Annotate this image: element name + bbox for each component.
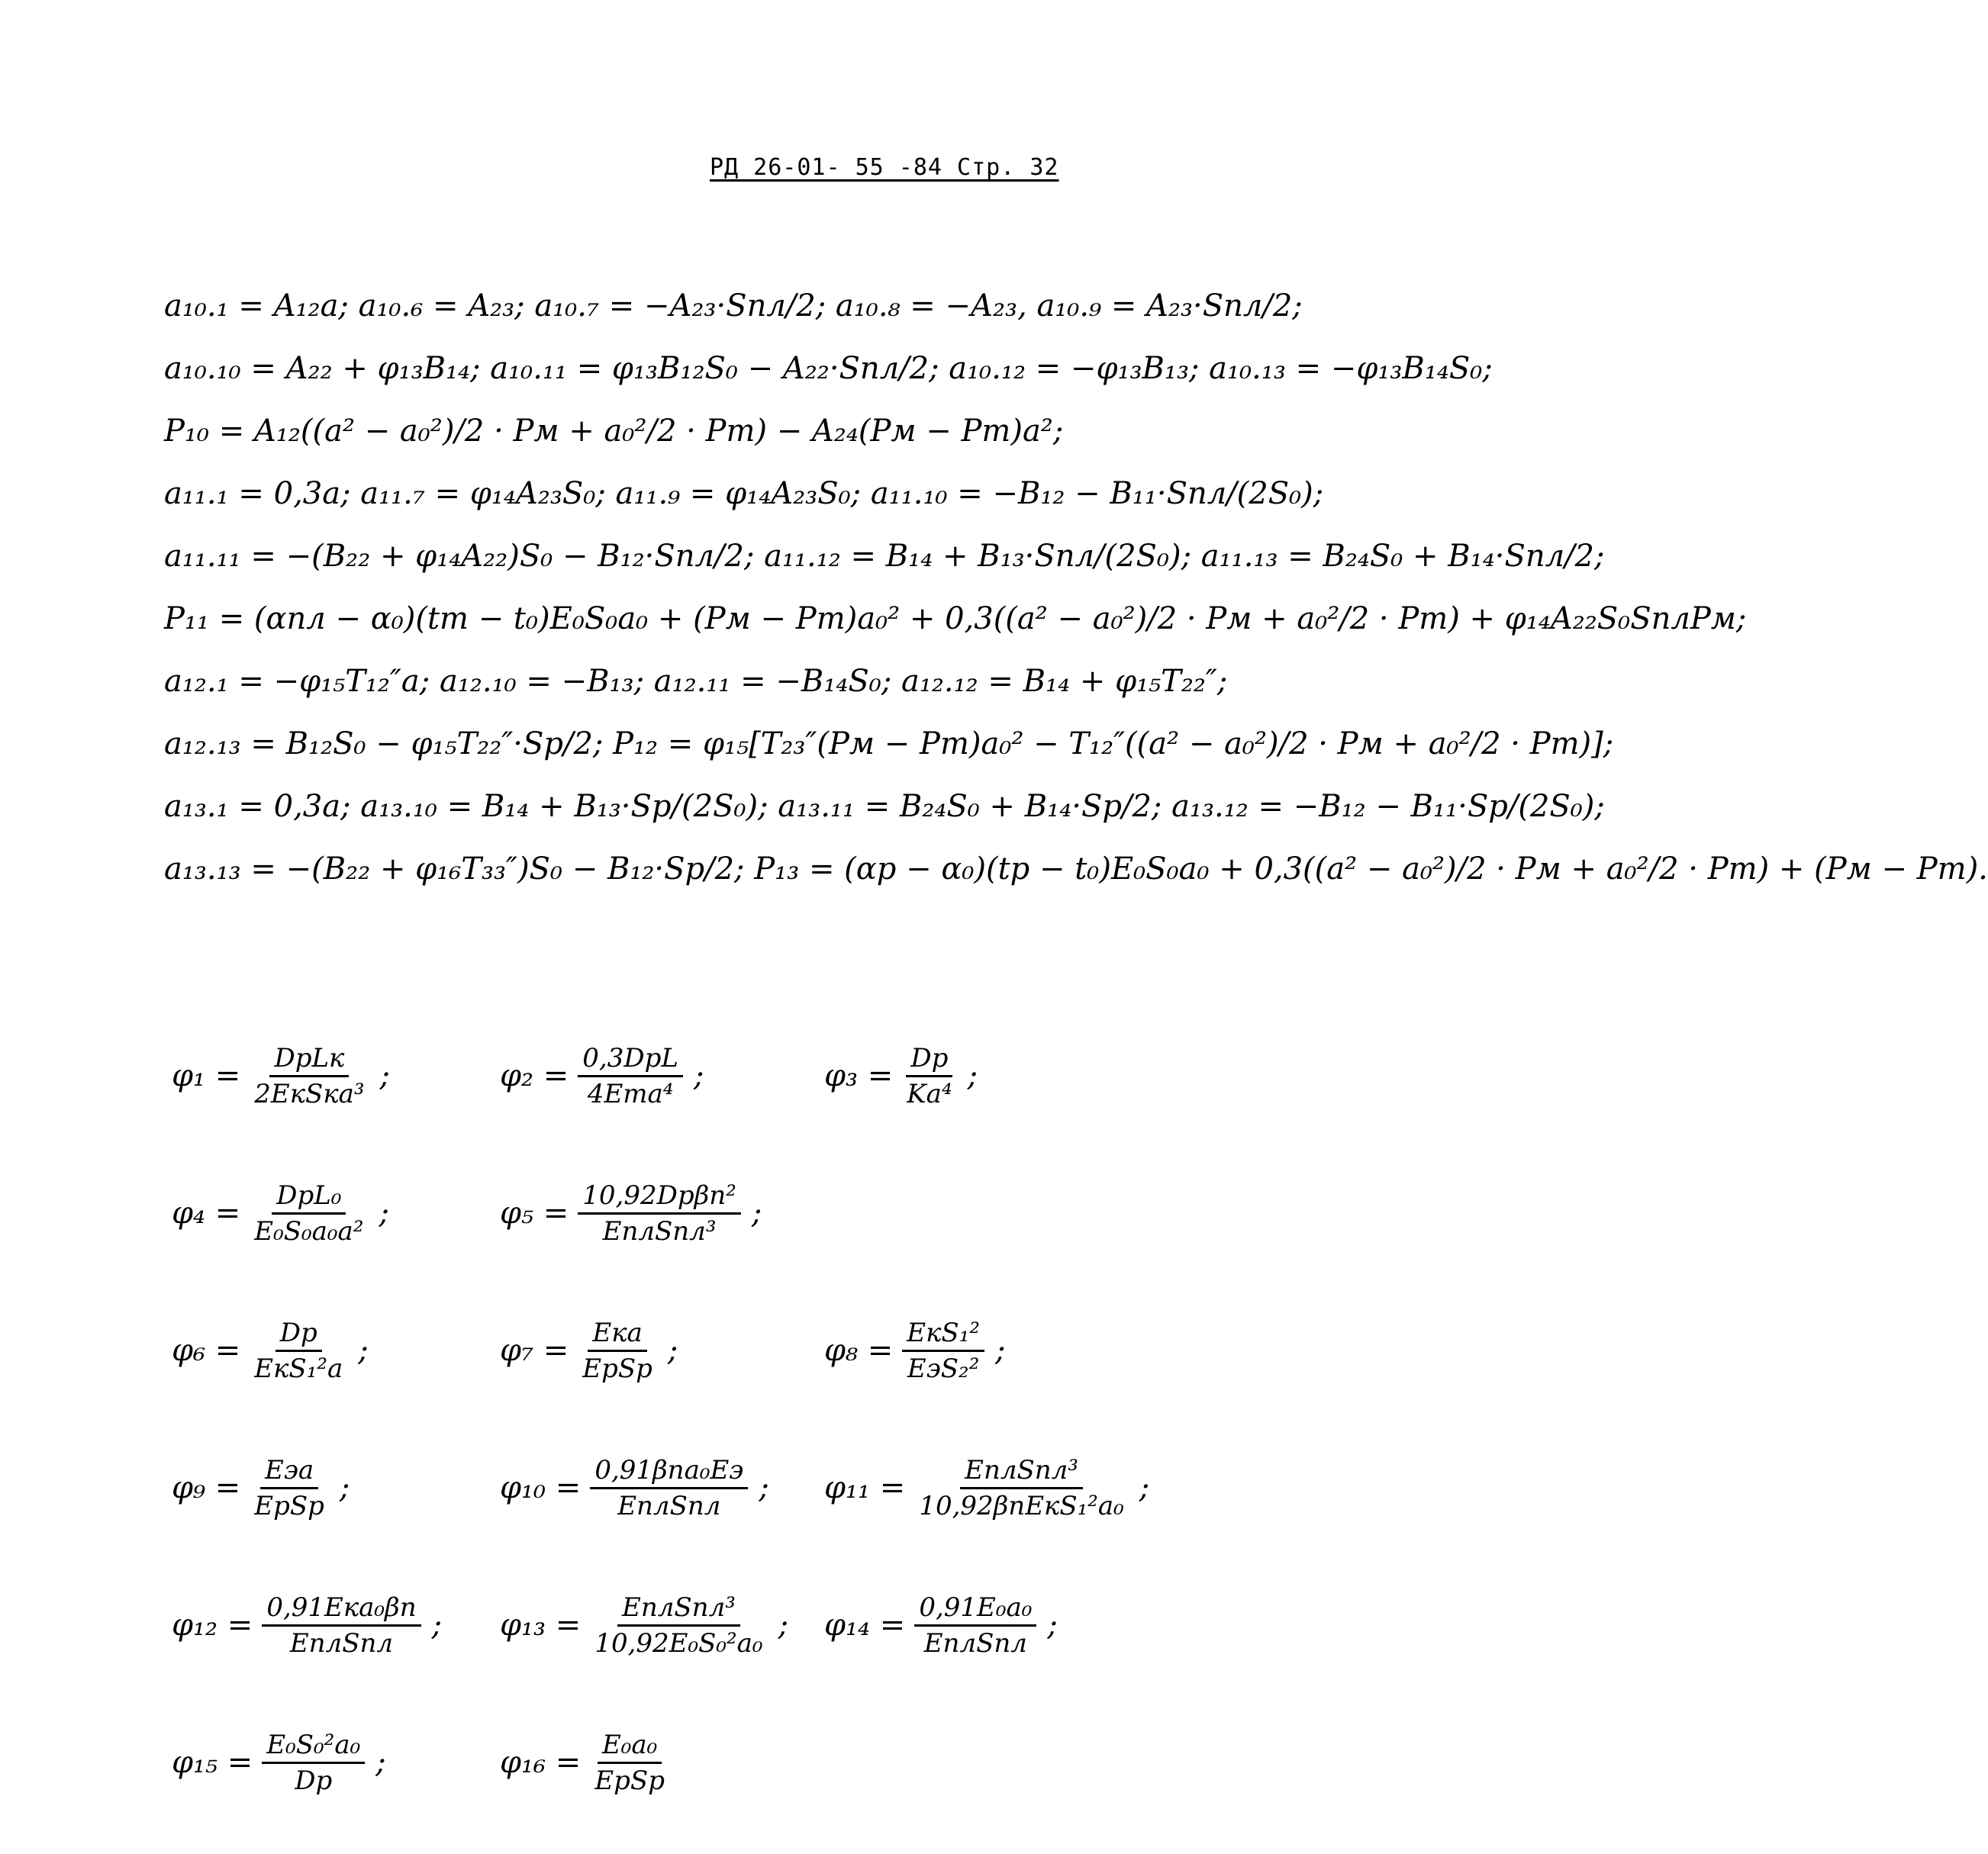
- denominator: EкS₁²a: [254, 1353, 343, 1384]
- phi-symbol: φ₆ =: [172, 1333, 241, 1368]
- equation-line: a₁₃.₁₃ = −(B₂₂ + φ₁₆T₃₃″)S₀ − B₁₂·Sp/2; P₁₃ = (αp − α₀)(tp − t₀)E₀S₀a₀ + 0,3((a² − a₀²)/2 · Pм + a₀²/2 · Pт) + (Pм − Pт).: [164, 851, 1988, 887]
- fraction: [262, 1592, 420, 1659]
- separator: ;: [667, 1333, 678, 1368]
- separator: ;: [693, 1058, 704, 1093]
- equation-line: a₁₂.₁₃ = B₁₂S₀ − φ₁₅T₂₂″·Sp/2; P₁₂ = φ₁₅[T₂₃″(Pм − Pт)a₀² − T₁₂″((a² − a₀²)/2 · Pм + a₀²/2 · Pт)];: [164, 726, 1614, 761]
- fraction: [914, 1592, 1036, 1659]
- numerator: 0,3DpL: [578, 1043, 683, 1077]
- phi-formula: [500, 1305, 678, 1396]
- numerator: EплSпл³: [617, 1592, 740, 1627]
- fraction: [250, 1180, 368, 1247]
- fraction: [902, 1043, 956, 1109]
- separator: ;: [375, 1745, 386, 1780]
- denominator: EплSпл: [289, 1627, 394, 1659]
- denominator: EплSпл: [617, 1490, 721, 1521]
- separator: ;: [967, 1058, 978, 1093]
- numerator: Eкa: [588, 1318, 646, 1352]
- phi-formula: [500, 1442, 769, 1534]
- fraction: [578, 1043, 683, 1109]
- phi-formula: [824, 1442, 1149, 1534]
- phi-row: [172, 1442, 1150, 1579]
- denominator: EплSпл: [923, 1627, 1027, 1659]
- denominator: EплSпл³: [602, 1215, 717, 1247]
- denominator: EpSp: [254, 1490, 324, 1521]
- phi-formula: [824, 1579, 1058, 1671]
- phi-symbol: φ₁₅ =: [172, 1745, 253, 1780]
- separator: ;: [339, 1470, 350, 1505]
- phi-formula: [824, 1030, 978, 1122]
- phi-formula: [500, 1167, 762, 1259]
- numerator: 10,92Dpβп²: [578, 1180, 741, 1215]
- denominator: 10,92E₀S₀²a₀: [594, 1627, 763, 1659]
- fraction: [578, 1318, 657, 1384]
- separator: ;: [759, 1470, 769, 1505]
- numerator: 0,91Eкa₀βп: [262, 1592, 420, 1627]
- denominator: EэS₂²: [907, 1353, 980, 1384]
- denominator: 10,92βпEкS₁²a₀: [919, 1490, 1124, 1521]
- numerator: Eэa: [260, 1455, 318, 1489]
- phi-symbol: φ₂ =: [500, 1058, 569, 1093]
- phi-row: [172, 1717, 1126, 1854]
- separator: ;: [751, 1196, 762, 1231]
- separator: ;: [431, 1608, 443, 1643]
- phi-row: [172, 1305, 1126, 1442]
- numerator: E₀a₀: [598, 1730, 662, 1764]
- numerator: 0,91βпa₀Eэ: [590, 1455, 748, 1489]
- equation-line: a₁₀.₁₀ = A₂₂ + φ₁₃B₁₄; a₁₀.₁₁ = φ₁₃B₁₂S₀ − A₂₂·Sпл/2; a₁₀.₁₂ = −φ₁₃B₁₃; a₁₀.₁₃ = −φ₁₃B₁₄S₀;: [164, 351, 1493, 386]
- fraction: [590, 1730, 669, 1796]
- phi-symbol: φ₇ =: [500, 1333, 569, 1368]
- phi-definitions: [172, 1030, 1150, 1854]
- phi-symbol: φ₃ =: [824, 1058, 894, 1093]
- phi-formula: [172, 1579, 442, 1671]
- phi-formula: [824, 1305, 1005, 1396]
- separator: ;: [994, 1333, 1006, 1368]
- phi-symbol: φ₁₁ =: [824, 1470, 906, 1505]
- separator: ;: [358, 1333, 369, 1368]
- phi-formula: [172, 1305, 369, 1396]
- equation-line: a₁₂.₁ = −φ₁₅T₁₂″a; a₁₂.₁₀ = −B₁₃; a₁₂.₁₁ = −B₁₄S₀; a₁₂.₁₂ = B₁₄ + φ₁₅T₂₂″;: [164, 664, 1228, 699]
- phi-row: [172, 1030, 1126, 1167]
- numerator: Dp: [906, 1043, 952, 1077]
- equation-line: a₁₀.₁ = A₁₂a; a₁₀.₆ = A₂₃; a₁₀.₇ = −A₂₃·Sпл/2; a₁₀.₈ = −A₂₃, a₁₀.₉ = A₂₃·Sпл/2;: [164, 288, 1303, 323]
- numerator: 0,91E₀a₀: [914, 1592, 1036, 1627]
- phi-symbol: φ₉ =: [172, 1470, 241, 1505]
- fraction: [250, 1043, 369, 1109]
- fraction: [914, 1455, 1128, 1521]
- denominator: 4Eтa⁴: [587, 1078, 674, 1109]
- phi-symbol: φ₈ =: [824, 1333, 894, 1368]
- phi-formula: [172, 1717, 386, 1808]
- denominator: 2EкSкa³: [254, 1078, 365, 1109]
- fraction: [262, 1730, 365, 1796]
- phi-symbol: φ₁₄ =: [824, 1608, 906, 1643]
- phi-row: [172, 1167, 1126, 1305]
- fraction: [902, 1318, 984, 1384]
- phi-formula: [172, 1442, 350, 1534]
- separator: ;: [379, 1058, 391, 1093]
- equation-line: a₁₁.₁₁ = −(B₂₂ + φ₁₄A₂₂)S₀ − B₁₂·Sпл/2; a₁₁.₁₂ = B₁₄ + B₁₃·Sпл/(2S₀); a₁₁.₁₃ = B₂₄S₀ + B₁₄·Sпл/2;: [164, 539, 1605, 574]
- phi-row: [172, 1579, 1126, 1717]
- page-header: РД 26-01- 55 -84 Стр. 32: [710, 154, 1059, 181]
- equation-line: a₁₁.₁ = 0,3a; a₁₁.₇ = φ₁₄A₂₃S₀; a₁₁.₉ = φ₁₄A₂₃S₀; a₁₁.₁₀ = −B₁₂ − B₁₁·Sпл/(2S₀);: [164, 476, 1324, 511]
- numerator: DpLк: [269, 1043, 349, 1077]
- phi-symbol: φ₁₀ =: [500, 1470, 582, 1505]
- coefficient-equations: [164, 275, 1988, 900]
- phi-symbol: φ₁₃ =: [500, 1608, 582, 1643]
- phi-formula: [500, 1717, 680, 1808]
- fraction: [578, 1180, 741, 1247]
- equation-line: a₁₃.₁ = 0,3a; a₁₃.₁₀ = B₁₄ + B₁₃·Sp/(2S₀); a₁₃.₁₁ = B₂₄S₀ + B₁₄·Sp/2; a₁₃.₁₂ = −B₁₂ − B₁₁·Sp/(2S₀);: [164, 789, 1605, 824]
- denominator: Dp: [295, 1765, 333, 1796]
- phi-symbol: φ₄ =: [172, 1196, 241, 1231]
- separator: ;: [778, 1608, 789, 1643]
- denominator: E₀S₀a₀a²: [254, 1215, 364, 1247]
- phi-formula: [172, 1167, 389, 1259]
- equation-line: P₁₀ = A₁₂((a² − a₀²)/2 · Pм + a₀²/2 · Pт) − A₂₄(Pм − Pт)a²;: [164, 414, 1064, 449]
- denominator: EpSp: [594, 1765, 665, 1796]
- phi-symbol: φ₁ =: [172, 1058, 241, 1093]
- fraction: [590, 1592, 767, 1659]
- phi-formula: [172, 1030, 390, 1122]
- phi-symbol: φ₁₆ =: [500, 1745, 582, 1780]
- denominator: Ka⁴: [907, 1078, 952, 1109]
- phi-symbol: φ₅ =: [500, 1196, 569, 1231]
- fraction: [250, 1455, 329, 1521]
- denominator: EpSp: [582, 1353, 652, 1384]
- phi-formula: [500, 1030, 704, 1122]
- separator: ;: [379, 1196, 389, 1231]
- numerator: EкS₁²: [902, 1318, 984, 1352]
- phi-symbol: φ₁₂ =: [172, 1608, 253, 1643]
- numerator: Dp: [275, 1318, 322, 1352]
- numerator: DpL₀: [272, 1180, 346, 1215]
- fraction: [250, 1318, 347, 1384]
- phi-formula: [500, 1579, 788, 1671]
- separator: ;: [1139, 1470, 1150, 1505]
- fraction: [590, 1455, 748, 1521]
- separator: ;: [1047, 1608, 1058, 1643]
- numerator: E₀S₀²a₀: [262, 1730, 365, 1764]
- equation-line: P₁₁ = (αпл − α₀)(tт − t₀)E₀S₀a₀ + (Pм − Pт)a₀² + 0,3((a² − a₀²)/2 · Pм + a₀²/2 · Pт) + φ₁₄A₂₂S₀SплPм;: [164, 601, 1747, 636]
- numerator: EплSпл³: [960, 1455, 1083, 1489]
